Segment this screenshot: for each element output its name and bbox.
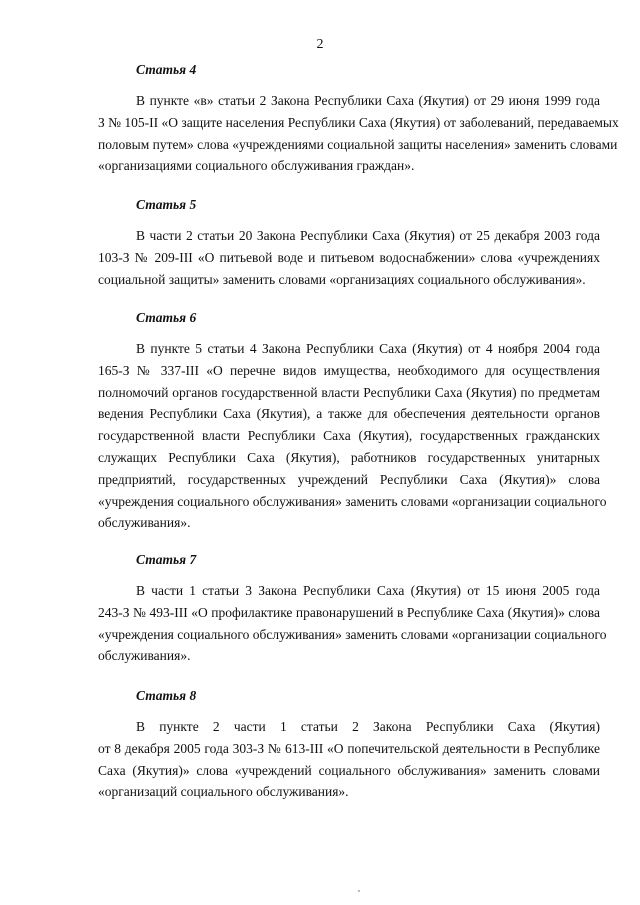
- article-line: половым путем» слова «учреждениями социальной защиты населения» заменить словами: [98, 136, 618, 152]
- article-title: Статья 5: [136, 197, 197, 212]
- article-line: предприятий, государственных учреждений Республики Саха (Якутия)» слова: [98, 471, 600, 487]
- article-line: В пункте 5 статьи 4 Закона Республики Саха (Якутия) от 4 ноября 2004 года: [136, 341, 600, 356]
- article-body: [98, 716, 600, 803]
- article-line: от 8 декабря 2005 года 303-З № 613-III «О попечительской деятельности в Республике: [98, 740, 600, 756]
- article-line: Саха (Якутия)» слова «учреждений социального обслуживания» заменить словами: [98, 762, 600, 778]
- article-body: [98, 338, 607, 534]
- article-line: служащих Республики Саха (Якутия), работников государственных унитарных: [98, 449, 600, 465]
- article-4: [98, 62, 619, 177]
- article-line: полномочий органов государственной власти Республики Саха (Якутия) по предметам: [98, 384, 600, 400]
- article-line: В пункте 2 части 1 статьи 2 Закона Республики Саха (Якутия): [136, 719, 600, 734]
- article-6: [98, 310, 607, 534]
- article-8: [98, 688, 600, 803]
- article-7: [98, 552, 607, 667]
- article-line: «организациями социального обслуживания граждан».: [98, 158, 415, 174]
- article-title: Статья 4: [136, 62, 197, 77]
- article-line: 103-З № 209-III «О питьевой воде и питьевом водоснабжении» слова «учреждениях: [98, 249, 600, 265]
- article-line: обслуживания».: [98, 515, 191, 531]
- article-line: ведения Республики Саха (Якутия), а также для обеспечения деятельности органов: [98, 406, 600, 422]
- article-line: обслуживания».: [98, 648, 191, 664]
- article-5: [98, 197, 600, 290]
- article-line: В пункте «в» статьи 2 Закона Республики Саха (Якутия) от 29 июня 1999 года: [136, 93, 600, 108]
- article-body: [98, 90, 619, 177]
- scan-dot: [358, 890, 360, 892]
- article-line: «учреждения социального обслуживания» заменить словами «организации социального: [98, 493, 607, 509]
- article-line: 165-З № 337-III «О перечне видов имущества, необходимого для осуществления: [98, 362, 600, 378]
- article-body: [98, 580, 607, 667]
- article-line: «организаций социального обслуживания».: [98, 784, 349, 800]
- page-number: 2: [316, 37, 324, 52]
- article-title: Статья 6: [136, 310, 197, 325]
- article-title: Статья 8: [136, 688, 197, 703]
- article-body: [98, 225, 600, 290]
- article-line: социальной защиты» заменить словами «организациях социального обслуживания».: [98, 271, 586, 287]
- article-title: Статья 7: [136, 552, 197, 567]
- article-line: 243-З № 493-III «О профилактике правонарушений в Республике Саха (Якутия)» слова: [98, 604, 600, 620]
- article-line: З № 105-II «О защите населения Республики Саха (Якутия) от заболеваний, передаваемых: [98, 114, 619, 130]
- article-line: В части 2 статьи 20 Закона Республики Саха (Якутия) от 25 декабря 2003 года: [136, 228, 600, 243]
- article-line: государственной власти Республики Саха (Якутия), государственных гражданских: [98, 428, 600, 444]
- article-line: «учреждения социального обслуживания» заменить словами «организации социального: [98, 626, 607, 642]
- article-line: В части 1 статьи 3 Закона Республики Саха (Якутия) от 15 июня 2005 года: [136, 583, 600, 598]
